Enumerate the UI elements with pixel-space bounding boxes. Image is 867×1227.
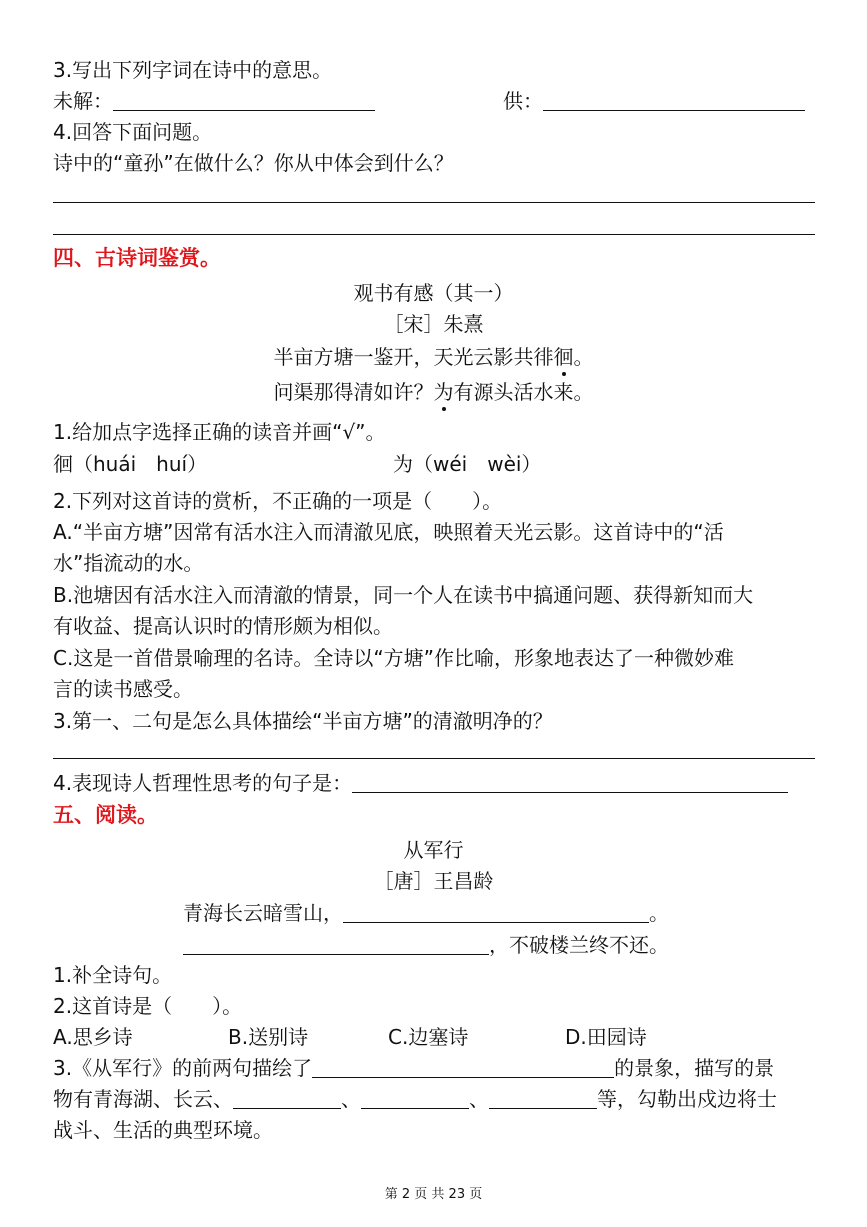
term-b-blank[interactable]: [543, 90, 805, 111]
s4-q2-option-a-line1[interactable]: A.“半亩方塘”因常有活水注入而清澈见底，映照着天光云影。这首诗中的“活: [53, 520, 724, 544]
section-5-heading: 五、阅读。: [53, 803, 158, 827]
s4-q2-option-c-line2[interactable]: 言的读书感受。: [53, 677, 193, 701]
term-b-row: [503, 88, 805, 114]
poem-2-line-1: [183, 900, 669, 926]
s4-question-3: 3.第一、二句是怎么具体描绘“半亩方塘”的清澈明净的？: [53, 709, 553, 733]
term-a-label: 未解：: [53, 89, 113, 113]
s5-q2-option-d[interactable]: D.田园诗: [565, 1025, 647, 1049]
s5-question-3-line3: 战斗、生活的典型环境。: [53, 1118, 273, 1142]
s4-q1-option-a[interactable]: 徊（huái huí）: [53, 452, 208, 476]
s5-q3-text-4: 等，勾勒出戍边将士: [597, 1087, 777, 1111]
s5-q2-option-c[interactable]: C.边塞诗: [388, 1025, 469, 1049]
poem-2-line-2: [183, 932, 669, 958]
s5-q3-blank-2[interactable]: [361, 1088, 469, 1109]
dotted-char-huai: 徊: [553, 345, 574, 369]
s4-question-4-row: [53, 770, 788, 796]
s4-question-4: 4.表现诗人哲理性思考的句子是：: [53, 771, 353, 795]
s5-q3-text-1: 3.《从军行》的前两句描绘了: [53, 1056, 313, 1080]
s4-q2-option-c-line1[interactable]: C.这是一首借景喻理的名诗。全诗以“方塘”作比喻，形象地表达了一种微妙难: [53, 646, 735, 670]
poem-1-line-2-text: 问渠那得清如许？: [273, 380, 434, 404]
s5-q3-blank-3[interactable]: [489, 1088, 597, 1109]
page-number: 第 2 页 共 23 页: [384, 1187, 483, 1202]
term-b-label: 供：: [503, 89, 543, 113]
s5-q2-option-a[interactable]: A.思乡诗: [53, 1025, 133, 1049]
term-a-blank[interactable]: [113, 90, 375, 111]
section-4-heading: 四、古诗词鉴赏。: [53, 246, 221, 270]
dotted-char-wei: 为: [433, 380, 454, 404]
answer-line-1[interactable]: [53, 202, 815, 203]
s4-q2-option-a-line2[interactable]: 水”指流动的水。: [53, 551, 204, 575]
poem-2-line-2-blank[interactable]: [183, 934, 489, 955]
s5-q2-option-b[interactable]: B.送别诗: [228, 1025, 309, 1049]
s5-q3-text-3: 物有青海湖、长云、: [53, 1087, 233, 1111]
poem-2-line-1-blank[interactable]: [343, 902, 649, 923]
poem-2-title: 从军行: [403, 838, 464, 862]
s5-question-3-line2: [53, 1086, 777, 1112]
poem-1-line-1-text: 半亩方塘一鉴开，天光云影共徘: [273, 345, 554, 369]
poem-1-line-2-end: 有源头活水来。: [453, 380, 594, 404]
poem-2-line-1-text: 青海长云暗雪山，: [183, 901, 343, 925]
s5-q3-blank-1[interactable]: [233, 1088, 341, 1109]
s4-q2-option-b-line1[interactable]: B.池塘因有活水注入而清澈的情景，同一个人在读书中搞通问题、获得新知而大: [53, 583, 754, 607]
poem-2-author: ［唐］王昌龄: [373, 869, 494, 893]
s5-q3-sep-2: 、: [469, 1087, 489, 1111]
s4-question-2: 2.下列对这首诗的赏析，不正确的一项是（ ）。: [53, 489, 503, 513]
answer-line-2[interactable]: [53, 234, 815, 235]
poem-1-title: 观书有感（其一）: [353, 281, 514, 305]
poem-1-line-2: [0, 379, 867, 405]
s5-question-3-line1: [53, 1055, 774, 1081]
s5-question-2: 2.这首诗是（ ）。: [53, 994, 243, 1018]
s5-q3-sep-1: 、: [341, 1087, 361, 1111]
s5-q3-scene-blank[interactable]: [312, 1057, 614, 1078]
s4-q2-option-b-line2[interactable]: 有收益、提高认识时的情形颇为相似。: [53, 614, 393, 638]
poem-2-line-2-text: ，不破楼兰终不还。: [489, 933, 669, 957]
question-3-title: 3.写出下列字词在诗中的意思。: [53, 58, 333, 82]
term-row: [53, 88, 375, 114]
s5-q3-text-2: 的景象，描写的景: [614, 1056, 775, 1080]
s4-q3-answer-line[interactable]: [53, 758, 815, 759]
poem-1-line-1-end: 。: [573, 345, 594, 369]
s4-q4-blank[interactable]: [352, 772, 788, 793]
poem-1-line-1: [0, 344, 867, 370]
poem-1-author: ［宋］朱熹: [383, 312, 484, 336]
s5-question-1: 1.补全诗句。: [53, 963, 173, 987]
question-4-text: 诗中的“童孙”在做什么？你从中体会到什么？: [53, 151, 454, 175]
question-4-title: 4.回答下面问题。: [53, 120, 213, 144]
s4-q1-option-b[interactable]: 为（wéi wèi）: [393, 452, 542, 476]
s4-question-1: 1.给加点字选择正确的读音并画“√”。: [53, 420, 386, 444]
poem-2-line-1-end: 。: [649, 901, 669, 925]
